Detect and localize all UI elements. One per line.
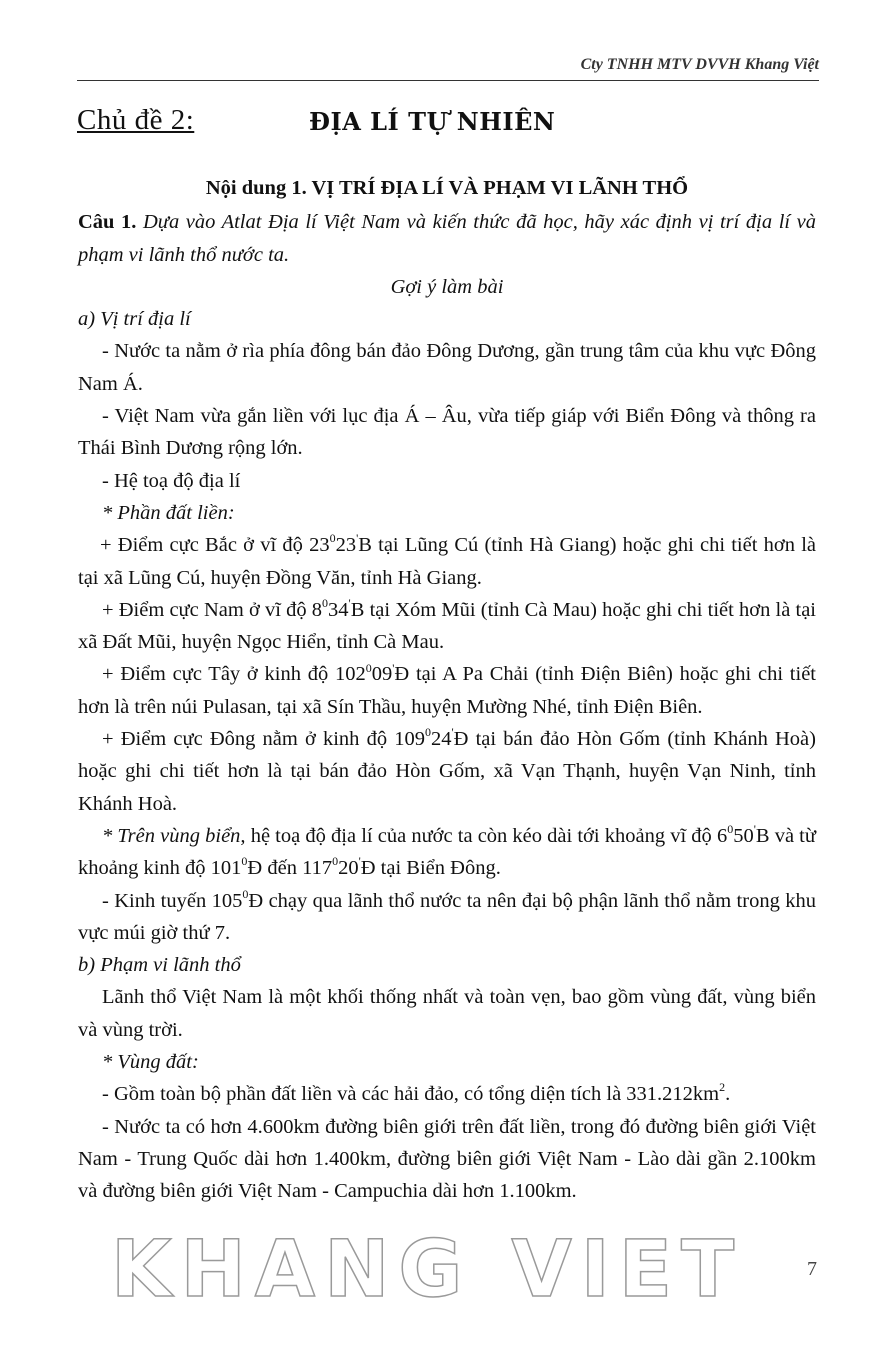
sea-text-c: B và từ khoảng kinh độ 101 xyxy=(78,824,816,880)
west-text-c: Đ tại A Pa Chải (tỉnh Điện Biên) hoặc ghi chi tiết hơn là trên núi Pulasan, tại xã Sín Thầu, huyện Mường Nhé, tỉnh Điện Biên. xyxy=(78,663,816,718)
east-text-c: Đ tại bán đảo Hòn Gốm (tỉnh Khánh Hoà) hoặc ghi chi tiết hơn là tại bán đảo Hòn Gốm, xã Vạn Thạnh, huyện Vạn Ninh, tỉnh Khánh Hoà. xyxy=(78,728,816,815)
part-a-heading: a) Vị trí địa lí xyxy=(78,308,191,331)
north-text-b: 23 xyxy=(335,534,357,557)
prime-sign: ' xyxy=(451,725,454,740)
part-a-p2: - Việt Nam vừa gắn liền với lục địa Á – Âu, vừa tiếp giáp với Biển Đông và thông ra Thái Bình Dương rộng lớn. xyxy=(78,405,816,460)
degree-sign: 0 xyxy=(322,596,329,611)
topic-label: Chủ đề 2: xyxy=(77,104,195,136)
part-a-p3: - Hệ toạ độ địa lí xyxy=(102,469,241,492)
part-b-p3 xyxy=(78,1078,816,1110)
company-name: Cty TNHH MTV DVVH Khang Việt xyxy=(580,56,819,73)
degree-sign: 0 xyxy=(241,854,248,869)
page-header xyxy=(77,54,819,81)
sea-text-a: hệ toạ độ địa lí của nước ta còn kéo dài tới khoảng vĩ độ 6 xyxy=(245,824,728,847)
meridian-text-a: - Kinh tuyến 105 xyxy=(102,889,243,912)
sea-text-f: Đ tại Biển Đông. xyxy=(360,857,501,880)
sea-text-d: Đ đến 117 xyxy=(247,857,333,880)
north-point xyxy=(78,529,816,594)
north-text-c: B tại Lũng Cú (tỉnh Hà Giang) hoặc ghi chi tiết hơn là tại xã Lũng Cú, huyện Đồng Văn, tỉnh Hà Giang. xyxy=(78,534,816,589)
sea-text-b: 50 xyxy=(733,824,754,847)
degree-sign: 0 xyxy=(365,660,372,675)
area-period: . xyxy=(725,1083,731,1106)
east-text-a: + Điểm cực Đông nằm ở kinh độ 109 xyxy=(102,728,425,751)
south-text-c: B tại Xóm Mũi (tỉnh Cà Mau) hoặc ghi chi tiết hơn là tại xã Đất Mũi, huyện Ngọc Hiển, tỉnh Cà Mau. xyxy=(78,598,816,654)
question-paragraph xyxy=(78,206,816,271)
degree-sign: 0 xyxy=(727,822,734,837)
part-b-p4: - Nước ta có hơn 4.600km đường biên giới trên đất liền, trong đó đường biên giới Việt Nam - Trung Quốc dài hơn 1.400km, đường biên giới Việt Nam - Lào dài gần 2.100km và đường biên giới Việt Nam - Campuchia dài hơn 1.100km. xyxy=(78,1115,816,1203)
degree-sign: 0 xyxy=(332,854,339,869)
west-text-a: + Điểm cực Tây ở kinh độ 102 xyxy=(102,663,366,686)
part-b-p2: * Vùng đất: xyxy=(102,1051,199,1074)
section-heading: Nội dung 1. VỊ TRÍ ĐỊA LÍ VÀ PHẠM VI LÃNH THỔ xyxy=(205,177,689,199)
degree-sign: 0 xyxy=(329,531,336,546)
sea-label: * Trên vùng biển, xyxy=(102,824,246,847)
south-text-a: + Điểm cực Nam ở vĩ độ 8 xyxy=(102,598,323,621)
topic-heading xyxy=(77,104,556,137)
page-number: 7 xyxy=(807,1258,817,1280)
part-a-p4: * Phần đất liền: xyxy=(102,501,235,524)
area-text: - Gồm toàn bộ phần đất liền và các hải đảo, có tổng diện tích là 331.212km xyxy=(102,1083,720,1106)
prime-sign: ' xyxy=(348,596,351,611)
west-text-b: 09 xyxy=(371,663,393,686)
east-text-b: 24 xyxy=(430,728,452,751)
east-point xyxy=(78,723,816,820)
prime-sign: ' xyxy=(358,854,361,869)
part-b-p1: Lãnh thổ Việt Nam là một khối thống nhất và toàn vẹn, bao gồm vùng đất, vùng biển và vùng trời. xyxy=(78,986,816,1041)
meridian-text-b: Đ chạy qua lãnh thổ nước ta nên đại bộ phận lãnh thổ nằm trong khu vực múi giờ thứ 7. xyxy=(78,889,816,944)
prime-sign: ' xyxy=(392,660,395,675)
part-b-heading: b) Phạm vi lãnh thổ xyxy=(78,954,241,977)
watermark xyxy=(111,1225,743,1315)
watermark-word1: KHANG xyxy=(111,1225,472,1315)
degree-sign: 0 xyxy=(242,886,249,901)
watermark-word2: VIET xyxy=(511,1225,744,1315)
degree-sign: 0 xyxy=(424,725,431,740)
south-text-b: 34 xyxy=(328,598,349,621)
sea-text-e: 20 xyxy=(338,857,359,880)
meridian-paragraph xyxy=(78,885,816,950)
topic-title: ĐỊA LÍ TỰ NHIÊN xyxy=(309,107,556,136)
south-point xyxy=(78,594,816,659)
north-text-a: + Điểm cực Bắc ở vĩ độ 23 xyxy=(100,534,330,557)
question-text: Dựa vào Atlat Địa lí Việt Nam và kiến thức đã học, hãy xác định vị trí địa lí và phạm vi lãnh thổ nước ta. xyxy=(78,211,816,266)
prime-sign: ' xyxy=(356,531,359,546)
prime-sign: ' xyxy=(753,822,756,837)
hint-title: Gợi ý làm bài xyxy=(390,275,504,298)
sea-coordinates xyxy=(78,820,816,885)
area-superscript: 2 xyxy=(719,1080,726,1095)
west-point xyxy=(78,658,816,723)
part-a-p1: - Nước ta nằm ở rìa phía đông bán đảo Đông Dương, gần trung tâm của khu vực Đông Nam Á. xyxy=(78,340,816,395)
question-prefix: Câu 1. xyxy=(78,211,137,234)
page-content xyxy=(78,172,816,1208)
